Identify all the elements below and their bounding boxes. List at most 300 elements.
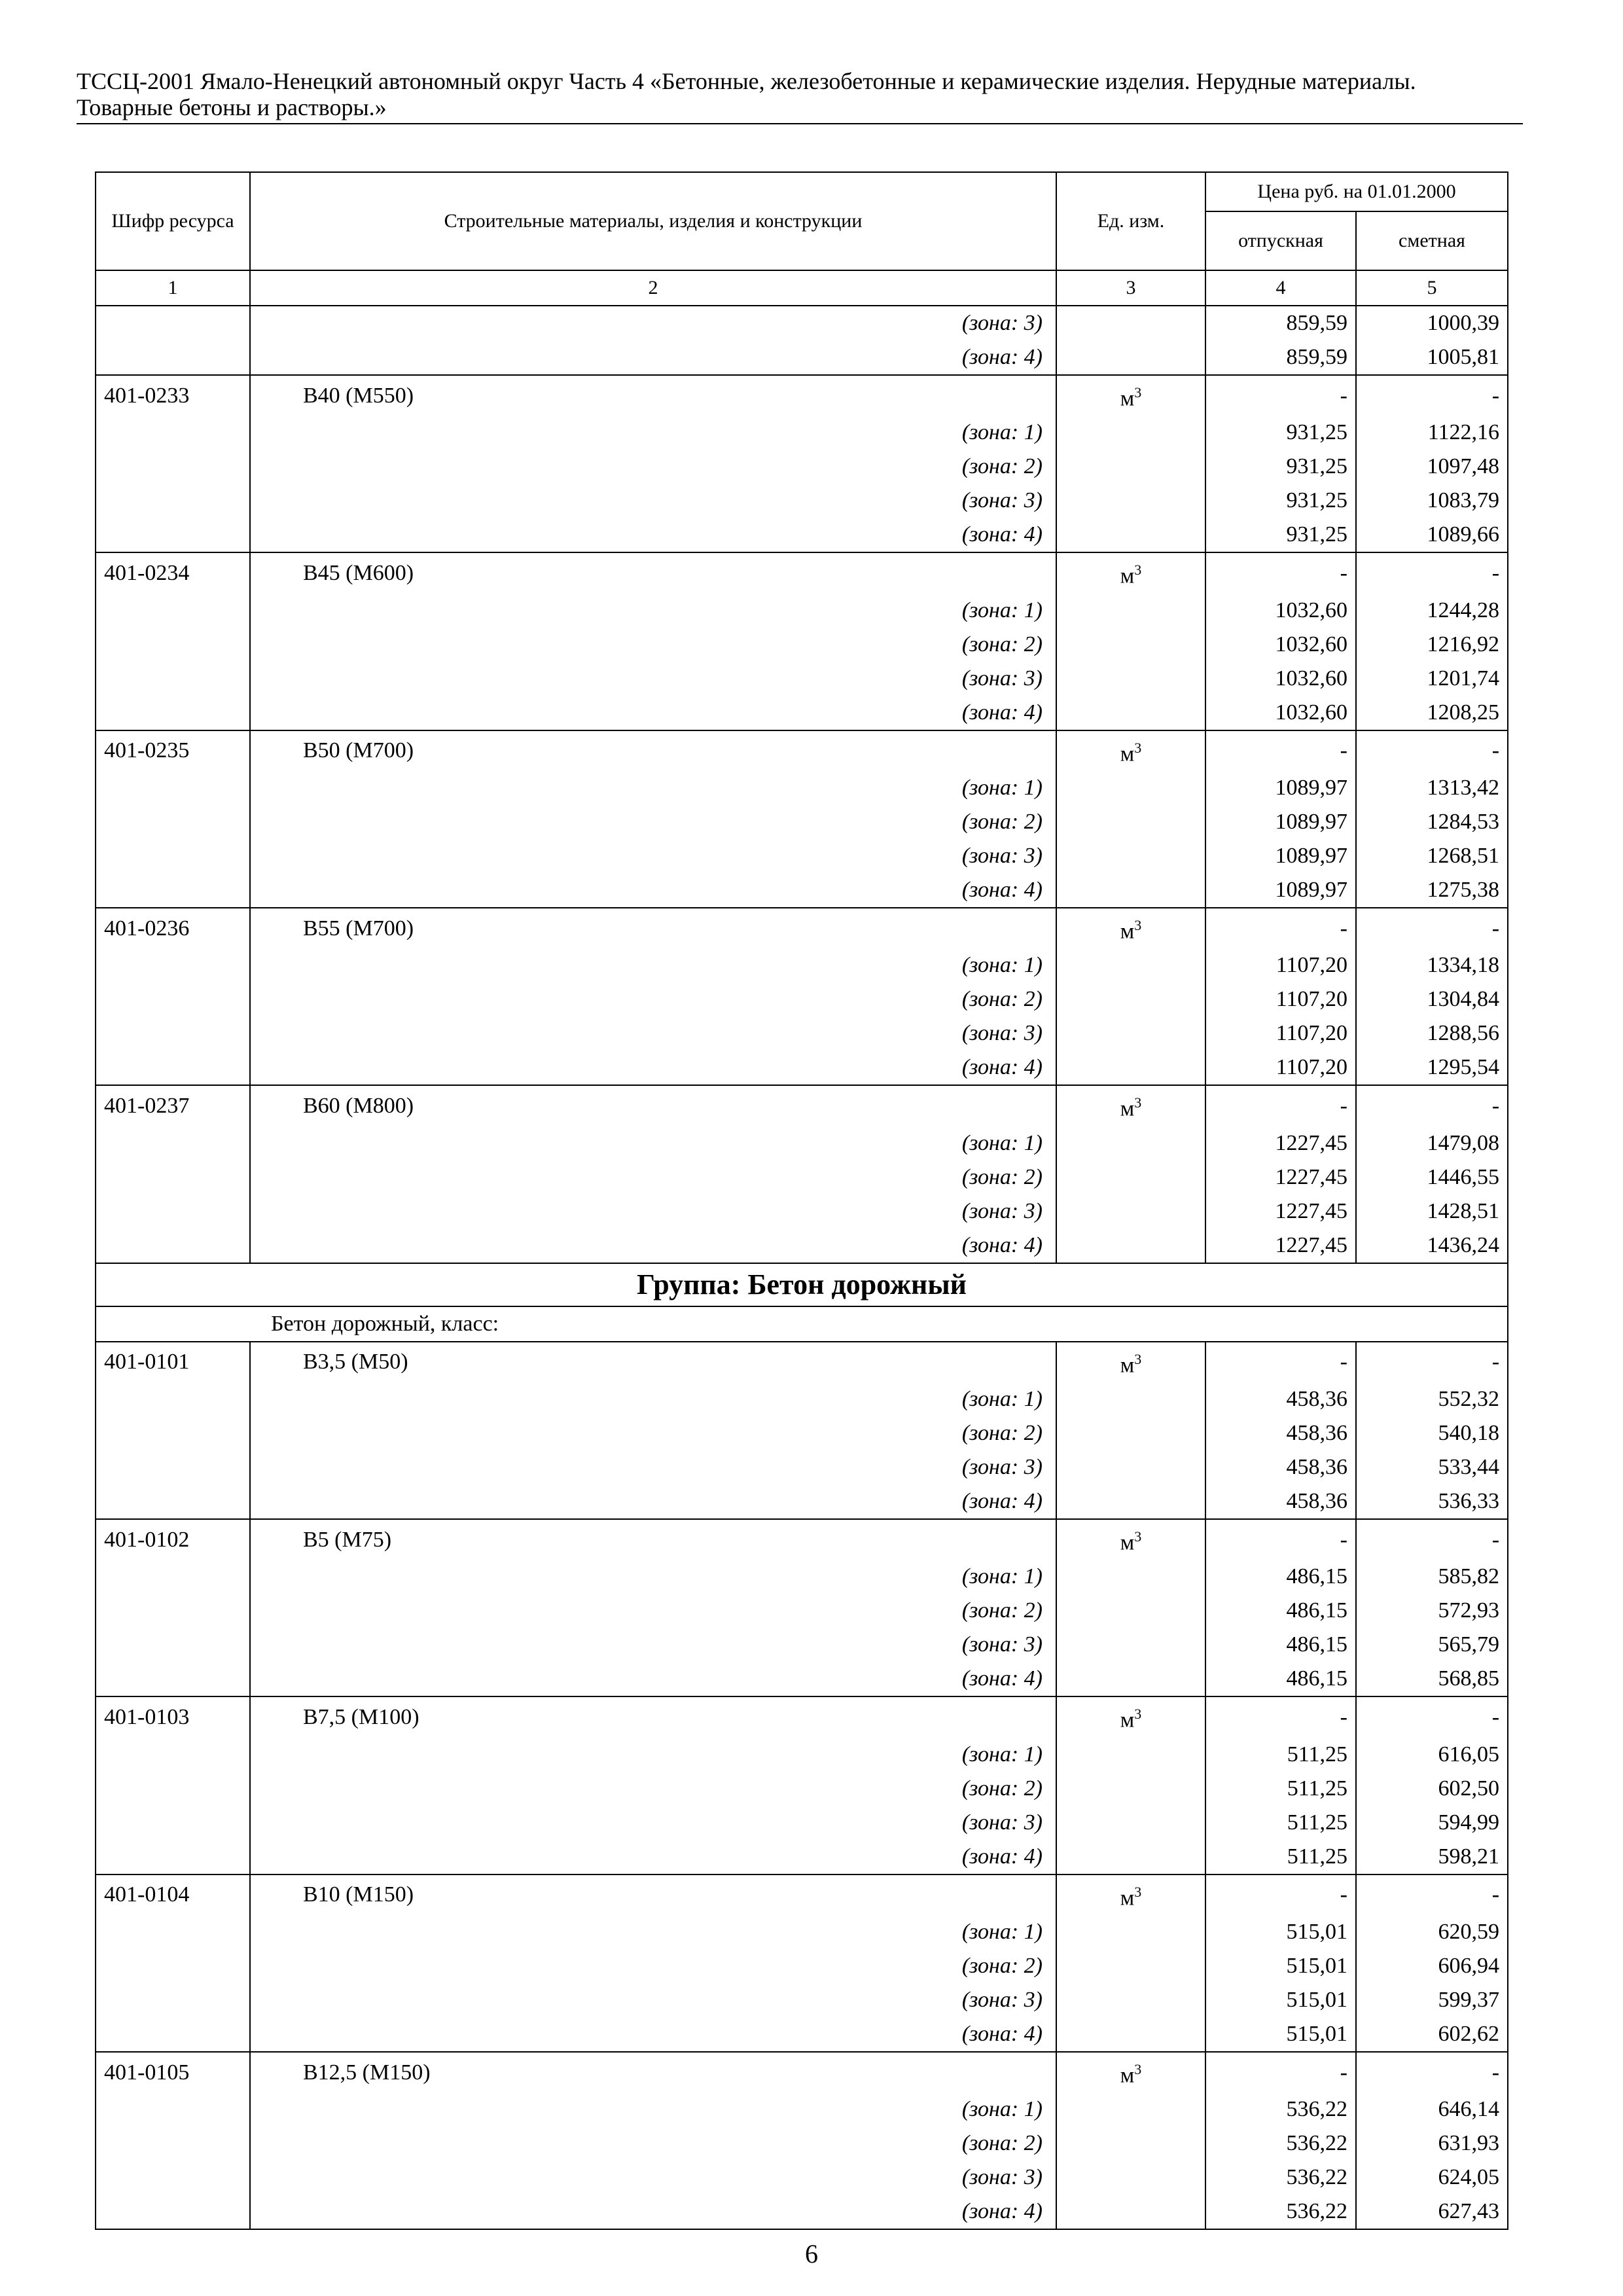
resource-code: 401-0104 xyxy=(96,1874,250,1915)
zone-row xyxy=(96,1983,1508,2017)
estimate-price: - xyxy=(1356,1342,1508,1382)
unit-cell xyxy=(1056,908,1205,948)
estimate-price: 594,99 xyxy=(1356,1806,1508,1840)
estimate-price: - xyxy=(1356,552,1508,593)
code-cell xyxy=(96,1738,250,1772)
release-price: 511,25 xyxy=(1205,1772,1356,1806)
zone-label: (зона: 4) xyxy=(250,1229,1056,1263)
unit-cell xyxy=(1056,2195,1205,2229)
estimate-price: 627,43 xyxy=(1356,2195,1508,2229)
code-cell xyxy=(96,340,250,375)
release-price: 1089,97 xyxy=(1205,771,1356,805)
code-cell xyxy=(96,1806,250,1840)
estimate-price: - xyxy=(1356,1085,1508,1126)
zone-row xyxy=(96,2092,1508,2126)
code-cell xyxy=(96,1594,250,1628)
release-price: 536,22 xyxy=(1205,2161,1356,2195)
release-price: 1227,45 xyxy=(1205,1194,1356,1229)
release-price: 1227,45 xyxy=(1205,1126,1356,1160)
zone-label: (зона: 2) xyxy=(250,1772,1056,1806)
unit-exponent: 3 xyxy=(1134,916,1142,933)
zone-label: (зона: 4) xyxy=(250,1662,1056,1696)
column-number: 1 xyxy=(96,270,250,306)
zone-label: (зона: 4) xyxy=(250,2017,1056,2052)
zone-row xyxy=(96,1772,1508,1806)
zone-label: (зона: 2) xyxy=(250,450,1056,484)
zone-row xyxy=(96,518,1508,552)
unit-cell xyxy=(1056,552,1205,593)
zone-label: (зона: 1) xyxy=(250,2092,1056,2126)
release-price: 536,22 xyxy=(1205,2195,1356,2229)
code-cell xyxy=(96,2092,250,2126)
release-price: 486,15 xyxy=(1205,1628,1356,1662)
zone-row xyxy=(96,628,1508,662)
unit-cell xyxy=(1056,730,1205,771)
estimate-price: 1000,39 xyxy=(1356,306,1508,340)
estimate-price: 533,44 xyxy=(1356,1450,1508,1484)
unit-exponent: 3 xyxy=(1134,1706,1142,1723)
estimate-price: 1275,38 xyxy=(1356,873,1508,908)
table-row xyxy=(96,908,1508,948)
zone-row xyxy=(96,416,1508,450)
zone-row xyxy=(96,1450,1508,1484)
unit-cell xyxy=(1056,1662,1205,1696)
estimate-price: 602,50 xyxy=(1356,1772,1508,1806)
code-cell xyxy=(96,1016,250,1050)
zone-row xyxy=(96,2126,1508,2161)
zone-row xyxy=(96,1662,1508,1696)
release-price: 536,22 xyxy=(1205,2092,1356,2126)
zone-label: (зона: 3) xyxy=(250,484,1056,518)
release-price: 1107,20 xyxy=(1205,948,1356,982)
code-cell xyxy=(96,306,250,340)
unit-cell xyxy=(1056,1983,1205,2017)
zone-label: (зона: 1) xyxy=(250,771,1056,805)
release-price: 1107,20 xyxy=(1205,1016,1356,1050)
release-price: 931,25 xyxy=(1205,518,1356,552)
code-cell xyxy=(96,1126,250,1160)
zone-row xyxy=(96,1160,1508,1194)
unit-cell xyxy=(1056,1806,1205,1840)
unit-label: м xyxy=(1120,1096,1135,1121)
zone-label: (зона: 3) xyxy=(250,306,1056,340)
unit-exponent: 3 xyxy=(1134,1883,1142,1900)
unit-cell xyxy=(1056,771,1205,805)
zone-label: (зона: 4) xyxy=(250,873,1056,908)
zone-row xyxy=(96,1806,1508,1840)
header-rule xyxy=(77,123,1523,124)
table-row xyxy=(96,1519,1508,1560)
resource-code: 401-0236 xyxy=(96,908,250,948)
code-cell xyxy=(96,771,250,805)
column-number: 2 xyxy=(250,270,1056,306)
unit-cell xyxy=(1056,1416,1205,1450)
zone-row xyxy=(96,982,1508,1016)
resource-code: 401-0233 xyxy=(96,375,250,416)
zone-row xyxy=(96,1484,1508,1519)
material-name: В7,5 (М100) xyxy=(250,1696,1056,1737)
zone-label: (зона: 2) xyxy=(250,1160,1056,1194)
unit-cell xyxy=(1056,628,1205,662)
zone-row xyxy=(96,1915,1508,1949)
header-line-1: ТССЦ-2001 Ямало-Ненецкий автономный округ Часть 4 «Бетонные, железобетонные и керамические изделия. Нерудные материалы. xyxy=(77,68,1416,94)
unit-cell xyxy=(1056,1450,1205,1484)
unit-label: м xyxy=(1120,386,1135,411)
material-name: В10 (М150) xyxy=(250,1874,1056,1915)
release-price: 515,01 xyxy=(1205,1949,1356,1983)
unit-exponent: 3 xyxy=(1134,1094,1142,1111)
unit-cell xyxy=(1056,1050,1205,1085)
price-table xyxy=(95,171,1508,2230)
zone-row xyxy=(96,1229,1508,1263)
unit-cell xyxy=(1056,340,1205,375)
code-cell xyxy=(96,1915,250,1949)
code-cell xyxy=(96,1160,250,1194)
unit-cell xyxy=(1056,1949,1205,1983)
code-cell xyxy=(96,2017,250,2052)
release-price: 931,25 xyxy=(1205,484,1356,518)
unit-cell xyxy=(1056,1915,1205,1949)
zone-label: (зона: 3) xyxy=(250,1450,1056,1484)
zone-label: (зона: 1) xyxy=(250,594,1056,628)
zone-row xyxy=(96,1738,1508,1772)
code-cell xyxy=(96,484,250,518)
zone-label: (зона: 3) xyxy=(250,1806,1056,1840)
unit-label: м xyxy=(1120,919,1135,944)
code-cell xyxy=(96,873,250,908)
code-cell xyxy=(96,1484,250,1519)
code-cell xyxy=(96,1560,250,1594)
code-cell xyxy=(96,416,250,450)
release-price: 1089,97 xyxy=(1205,873,1356,908)
column-header-code: Шифр ресурса xyxy=(96,172,250,270)
resource-code: 401-0235 xyxy=(96,730,250,771)
unit-cell xyxy=(1056,2126,1205,2161)
group-title: Группа: Бетон дорожный xyxy=(96,1263,1508,1306)
release-price: 515,01 xyxy=(1205,1915,1356,1949)
release-price: - xyxy=(1205,375,1356,416)
release-price: 1032,60 xyxy=(1205,662,1356,696)
release-price: 486,15 xyxy=(1205,1560,1356,1594)
unit-cell xyxy=(1056,1628,1205,1662)
table-row xyxy=(96,1342,1508,1382)
estimate-price: 568,85 xyxy=(1356,1662,1508,1696)
zone-label: (зона: 2) xyxy=(250,805,1056,839)
page-number: 6 xyxy=(805,2239,818,2269)
unit-label: м xyxy=(1120,1530,1135,1555)
table-header-row xyxy=(96,172,1508,211)
release-price: 1089,97 xyxy=(1205,805,1356,839)
code-cell xyxy=(96,696,250,730)
column-number: 5 xyxy=(1356,270,1508,306)
zone-row xyxy=(96,1126,1508,1160)
release-price: 458,36 xyxy=(1205,1484,1356,1519)
zone-label: (зона: 1) xyxy=(250,948,1056,982)
resource-code: 401-0103 xyxy=(96,1696,250,1737)
zone-label: (зона: 3) xyxy=(250,1194,1056,1229)
release-price: - xyxy=(1205,552,1356,593)
group-heading-row xyxy=(96,1263,1508,1306)
zone-label: (зона: 4) xyxy=(250,1840,1056,1874)
code-cell xyxy=(96,948,250,982)
zone-label: (зона: 1) xyxy=(250,1126,1056,1160)
zone-label: (зона: 2) xyxy=(250,1594,1056,1628)
estimate-price: 1268,51 xyxy=(1356,839,1508,873)
unit-cell xyxy=(1056,1519,1205,1560)
zone-label: (зона: 1) xyxy=(250,1382,1056,1416)
release-price: 1089,97 xyxy=(1205,839,1356,873)
code-cell xyxy=(96,518,250,552)
zone-label: (зона: 3) xyxy=(250,1016,1056,1050)
zone-row xyxy=(96,1594,1508,1628)
unit-label: м xyxy=(1120,1352,1135,1377)
code-cell xyxy=(96,1949,250,1983)
code-cell xyxy=(96,839,250,873)
unit-cell xyxy=(1056,375,1205,416)
code-cell xyxy=(96,1840,250,1874)
subheading-row xyxy=(96,1306,1508,1342)
release-price: 458,36 xyxy=(1205,1382,1356,1416)
estimate-price: 598,21 xyxy=(1356,1840,1508,1874)
material-name: В55 (М700) xyxy=(250,908,1056,948)
code-cell xyxy=(96,2195,250,2229)
zone-label: (зона: 4) xyxy=(250,2195,1056,2229)
estimate-price: 1089,66 xyxy=(1356,518,1508,552)
zone-row xyxy=(96,340,1508,375)
header-line-2: Товарные бетоны и растворы.» xyxy=(77,94,387,120)
estimate-price: - xyxy=(1356,1696,1508,1737)
column-header-estimate-price: сметная xyxy=(1356,211,1508,270)
estimate-price: - xyxy=(1356,730,1508,771)
table-row xyxy=(96,1085,1508,1126)
column-number: 3 xyxy=(1056,270,1205,306)
unit-label: м xyxy=(1120,564,1135,588)
zone-label: (зона: 2) xyxy=(250,1949,1056,1983)
code-cell xyxy=(96,1983,250,2017)
document-header xyxy=(77,68,1523,120)
estimate-price: 1216,92 xyxy=(1356,628,1508,662)
unit-cell xyxy=(1056,1342,1205,1382)
unit-cell xyxy=(1056,1160,1205,1194)
estimate-price: 1244,28 xyxy=(1356,594,1508,628)
estimate-price: 602,62 xyxy=(1356,2017,1508,2052)
zone-label: (зона: 4) xyxy=(250,518,1056,552)
zone-label: (зона: 4) xyxy=(250,1050,1056,1085)
unit-exponent: 3 xyxy=(1134,384,1142,401)
unit-label: м xyxy=(1120,741,1135,766)
unit-exponent: 3 xyxy=(1134,1350,1142,1367)
resource-code: 401-0101 xyxy=(96,1342,250,1382)
unit-exponent: 3 xyxy=(1134,562,1142,579)
zone-label: (зона: 2) xyxy=(250,2126,1056,2161)
code-cell xyxy=(96,628,250,662)
unit-cell xyxy=(1056,873,1205,908)
code-cell xyxy=(96,1194,250,1229)
zone-row xyxy=(96,948,1508,982)
release-price: 931,25 xyxy=(1205,450,1356,484)
estimate-price: - xyxy=(1356,375,1508,416)
estimate-price: - xyxy=(1356,1874,1508,1915)
estimate-price: 1304,84 xyxy=(1356,982,1508,1016)
unit-cell xyxy=(1056,1874,1205,1915)
zone-row xyxy=(96,696,1508,730)
release-price: 458,36 xyxy=(1205,1450,1356,1484)
zone-row xyxy=(96,306,1508,340)
column-header-release-price: отпускная xyxy=(1205,211,1356,270)
unit-exponent: 3 xyxy=(1134,1528,1142,1545)
unit-cell xyxy=(1056,1126,1205,1160)
estimate-price: 1428,51 xyxy=(1356,1194,1508,1229)
zone-row xyxy=(96,1050,1508,1085)
table-row xyxy=(96,1874,1508,1915)
release-price: - xyxy=(1205,1874,1356,1915)
table-row xyxy=(96,2052,1508,2092)
resource-code: 401-0234 xyxy=(96,552,250,593)
release-price: 931,25 xyxy=(1205,416,1356,450)
zone-label: (зона: 2) xyxy=(250,982,1056,1016)
estimate-price: 552,32 xyxy=(1356,1382,1508,1416)
zone-row xyxy=(96,1416,1508,1450)
estimate-price: 646,14 xyxy=(1356,2092,1508,2126)
release-price: - xyxy=(1205,2052,1356,2092)
zone-label: (зона: 3) xyxy=(250,2161,1056,2195)
release-price: 511,25 xyxy=(1205,1738,1356,1772)
code-cell xyxy=(96,1450,250,1484)
estimate-price: 1479,08 xyxy=(1356,1126,1508,1160)
column-header-unit: Ед. изм. xyxy=(1056,172,1205,270)
release-price: 486,15 xyxy=(1205,1594,1356,1628)
zone-label: (зона: 1) xyxy=(250,416,1056,450)
zone-label: (зона: 4) xyxy=(250,696,1056,730)
code-cell xyxy=(96,2126,250,2161)
release-price: 536,22 xyxy=(1205,2126,1356,2161)
estimate-price: 599,37 xyxy=(1356,1983,1508,2017)
estimate-price: 1083,79 xyxy=(1356,484,1508,518)
zone-row xyxy=(96,1840,1508,1874)
material-name: В50 (М700) xyxy=(250,730,1056,771)
release-price: 511,25 xyxy=(1205,1840,1356,1874)
release-price: - xyxy=(1205,1342,1356,1382)
estimate-price: 572,93 xyxy=(1356,1594,1508,1628)
column-number-row xyxy=(96,270,1508,306)
release-price: 515,01 xyxy=(1205,2017,1356,2052)
unit-label: м xyxy=(1120,1885,1135,1910)
release-price: 515,01 xyxy=(1205,1983,1356,2017)
zone-row xyxy=(96,1949,1508,1983)
table-row xyxy=(96,1696,1508,1737)
estimate-price: 536,33 xyxy=(1356,1484,1508,1519)
estimate-price: 1288,56 xyxy=(1356,1016,1508,1050)
unit-cell xyxy=(1056,450,1205,484)
release-price: 859,59 xyxy=(1205,306,1356,340)
release-price: - xyxy=(1205,1519,1356,1560)
material-name: В45 (М600) xyxy=(250,552,1056,593)
release-price: - xyxy=(1205,1696,1356,1737)
code-cell xyxy=(96,2161,250,2195)
release-price: 458,36 xyxy=(1205,1416,1356,1450)
estimate-price: 631,93 xyxy=(1356,2126,1508,2161)
zone-label: (зона: 4) xyxy=(250,1484,1056,1519)
zone-row xyxy=(96,1016,1508,1050)
material-name: В60 (М800) xyxy=(250,1085,1056,1126)
code-cell xyxy=(96,982,250,1016)
table-row xyxy=(96,552,1508,593)
estimate-price: - xyxy=(1356,908,1508,948)
unit-cell xyxy=(1056,696,1205,730)
estimate-price: 1097,48 xyxy=(1356,450,1508,484)
unit-cell xyxy=(1056,1840,1205,1874)
unit-label: м xyxy=(1120,2063,1135,2088)
zone-label: (зона: 1) xyxy=(250,1915,1056,1949)
code-cell xyxy=(96,594,250,628)
table-row xyxy=(96,375,1508,416)
unit-cell xyxy=(1056,1229,1205,1263)
code-cell xyxy=(96,1050,250,1085)
subheading-text: Бетон дорожный, класс: xyxy=(271,1311,499,1336)
release-price: 859,59 xyxy=(1205,340,1356,375)
unit-cell xyxy=(1056,662,1205,696)
unit-cell xyxy=(1056,306,1205,340)
zone-row xyxy=(96,484,1508,518)
unit-cell xyxy=(1056,982,1205,1016)
zone-row xyxy=(96,2195,1508,2229)
unit-cell xyxy=(1056,1016,1205,1050)
zone-label: (зона: 1) xyxy=(250,1738,1056,1772)
column-header-price-group: Цена руб. на 01.01.2000 xyxy=(1205,172,1508,211)
unit-cell xyxy=(1056,1738,1205,1772)
column-header-name: Строительные материалы, изделия и конструкции xyxy=(250,172,1056,270)
release-price: 1227,45 xyxy=(1205,1160,1356,1194)
release-price: 486,15 xyxy=(1205,1662,1356,1696)
zone-label: (зона: 1) xyxy=(250,1560,1056,1594)
zone-row xyxy=(96,873,1508,908)
estimate-price: 1005,81 xyxy=(1356,340,1508,375)
zone-row xyxy=(96,450,1508,484)
zone-row xyxy=(96,594,1508,628)
unit-cell xyxy=(1056,416,1205,450)
unit-cell xyxy=(1056,518,1205,552)
unit-cell xyxy=(1056,1696,1205,1737)
unit-cell xyxy=(1056,839,1205,873)
zone-label: (зона: 2) xyxy=(250,1416,1056,1450)
zone-label: (зона: 3) xyxy=(250,1628,1056,1662)
release-price: 1032,60 xyxy=(1205,594,1356,628)
estimate-price: 606,94 xyxy=(1356,1949,1508,1983)
code-cell xyxy=(96,1382,250,1416)
release-price: 1227,45 xyxy=(1205,1229,1356,1263)
column-number: 4 xyxy=(1205,270,1356,306)
material-name: В3,5 (М50) xyxy=(250,1342,1056,1382)
zone-row xyxy=(96,662,1508,696)
zone-label: (зона: 3) xyxy=(250,662,1056,696)
unit-cell xyxy=(1056,2092,1205,2126)
zone-row xyxy=(96,839,1508,873)
unit-exponent: 3 xyxy=(1134,739,1142,756)
resource-code: 401-0102 xyxy=(96,1519,250,1560)
estimate-price: 624,05 xyxy=(1356,2161,1508,2195)
zone-row xyxy=(96,2161,1508,2195)
resource-code: 401-0105 xyxy=(96,2052,250,2092)
unit-cell xyxy=(1056,1560,1205,1594)
zone-row xyxy=(96,771,1508,805)
estimate-price: 565,79 xyxy=(1356,1628,1508,1662)
unit-cell xyxy=(1056,594,1205,628)
resource-code: 401-0237 xyxy=(96,1085,250,1126)
code-cell xyxy=(96,450,250,484)
code-cell xyxy=(96,1772,250,1806)
estimate-price: 620,59 xyxy=(1356,1915,1508,1949)
estimate-price: 1334,18 xyxy=(1356,948,1508,982)
